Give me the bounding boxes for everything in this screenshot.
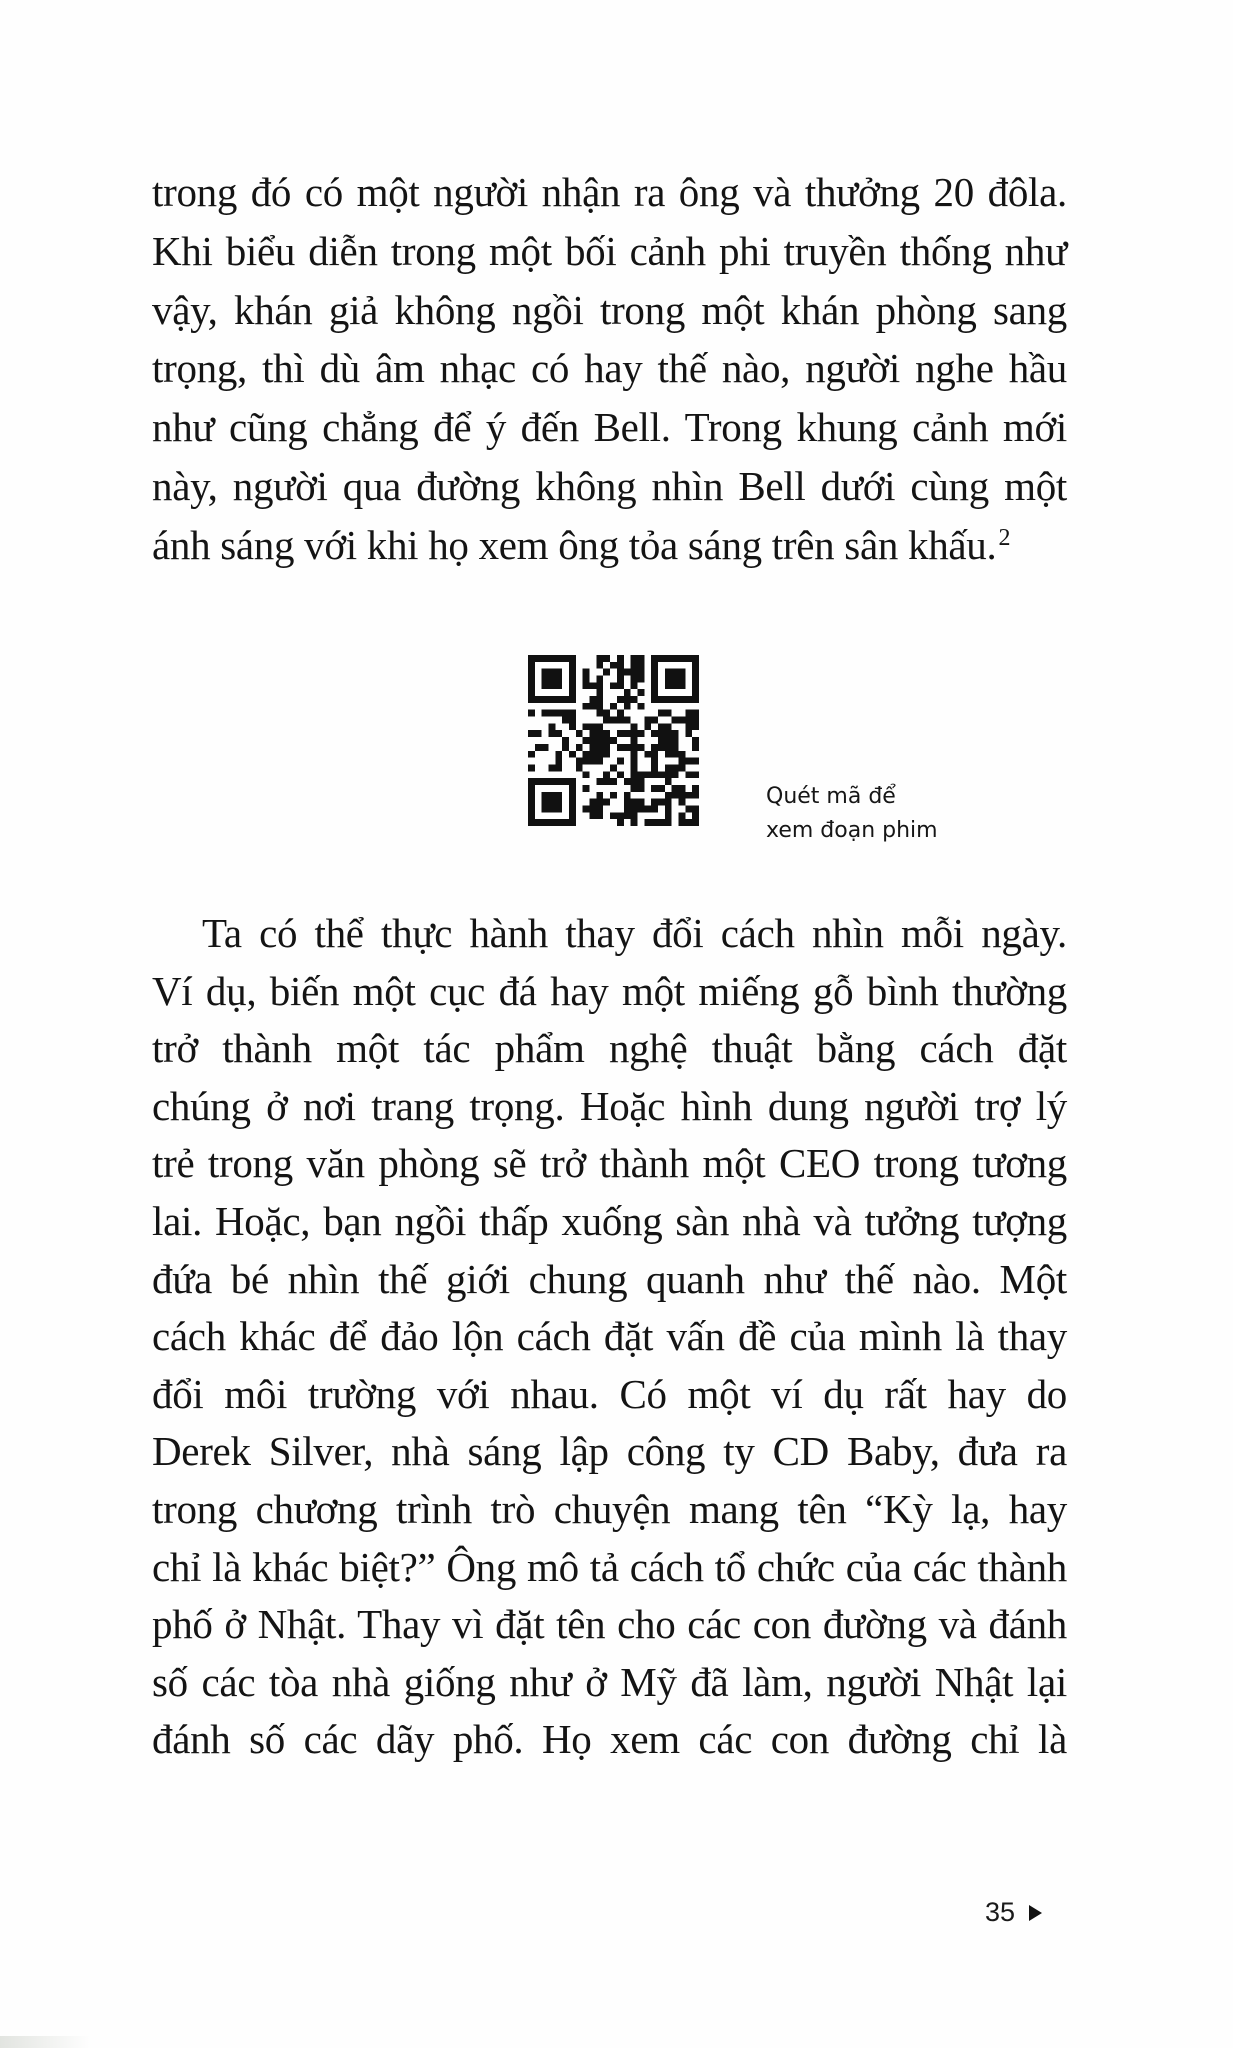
qr-code-icon bbox=[528, 655, 699, 826]
text-line: Ví dụ, biến một cục đá hay một miếng gỗ bình thường bbox=[152, 967, 1067, 1014]
page-footer bbox=[985, 1897, 1042, 1928]
text-line: như cũng chẳng để ý đến Bell. Trong khung cảnh mới bbox=[152, 404, 1067, 451]
text-line: lai. Hoặc, bạn ngồi thấp xuống sàn nhà và tưởng tượng bbox=[152, 1197, 1067, 1244]
text-line: Ta có thể thực hành thay đổi cách nhìn mỗi ngày. bbox=[202, 910, 1067, 956]
text-line: đứa bé nhìn thế giới chung quanh như thế nào. Một bbox=[152, 1255, 1067, 1302]
text-line-content: ánh sáng với khi họ xem ông tỏa sáng trên sân khấu. bbox=[152, 521, 997, 568]
text-line: chỉ là khác biệt?” Ông mô tả cách tổ chức của các thành bbox=[152, 1543, 1067, 1590]
text-line: chúng ở nơi trang trọng. Hoặc hình dung người trợ lý bbox=[152, 1082, 1067, 1129]
page-number: 35 bbox=[985, 1897, 1016, 1927]
text-line: trong chương trình trò chuyện mang tên “Kỳ lạ, hay bbox=[152, 1485, 1067, 1532]
paragraph-2 bbox=[152, 905, 1067, 1769]
text-line: vậy, khán giả không ngồi trong một khán phòng sang bbox=[152, 286, 1067, 333]
text-line: đổi môi trường với nhau. Có một ví dụ rất hay do bbox=[152, 1370, 1067, 1417]
qr-caption bbox=[766, 780, 938, 848]
text-line: trở thành một tác phẩm nghệ thuật bằng cách đặt bbox=[152, 1025, 1067, 1072]
text-line: phố ở Nhật. Thay vì đặt tên cho các con đường và đánh bbox=[152, 1601, 1067, 1648]
paragraph-1 bbox=[152, 163, 1067, 575]
text-line: trong đó có một người nhận ra ông và thưởng 20 đôla. bbox=[152, 169, 1067, 215]
text-line: cách khác để đảo lộn cách đặt vấn đề của mình là thay bbox=[152, 1313, 1067, 1360]
qr-caption-line-2: xem đoạn phim bbox=[766, 818, 938, 843]
text-line: Khi biểu diễn trong một bối cảnh phi truyền thống như bbox=[152, 227, 1067, 274]
text-line: Derek Silver, nhà sáng lập công ty CD Baby, đưa ra bbox=[152, 1428, 1067, 1475]
triangle-right-icon bbox=[1029, 1905, 1042, 1921]
footnote-marker[interactable]: 2 bbox=[998, 524, 1011, 551]
text-line: này, người qua đường không nhìn Bell dưới cùng một bbox=[152, 462, 1067, 509]
text-line: trẻ trong văn phòng sẽ trở thành một CEO trong tương bbox=[152, 1140, 1067, 1187]
text-line: đánh số các dãy phố. Họ xem các con đường chỉ là bbox=[152, 1716, 1067, 1763]
qr-caption-line-1: Quét mã để bbox=[766, 784, 896, 809]
scan-edge-shadow bbox=[0, 2036, 90, 2048]
text-line: trọng, thì dù âm nhạc có hay thế nào, người nghe hầu bbox=[152, 345, 1067, 392]
text-line: số các tòa nhà giống như ở Mỹ đã làm, người Nhật lại bbox=[152, 1658, 1067, 1705]
text-line-last bbox=[152, 516, 1067, 575]
